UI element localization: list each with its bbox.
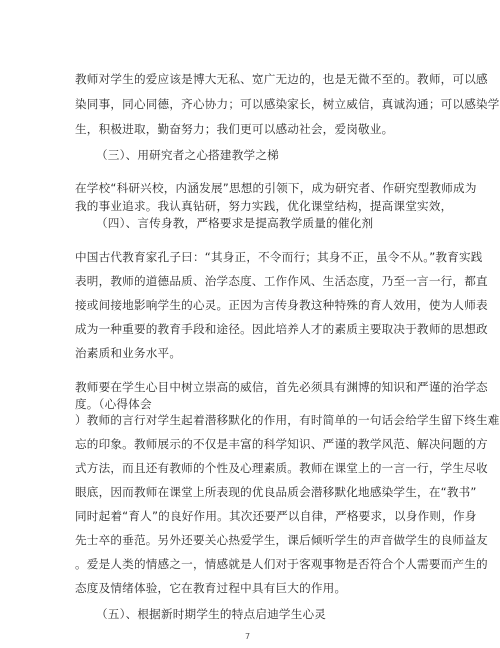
text-line: 教师对学生的爱应该是博大无私、宽广无边的，也是无微不至的。教师，可以感 xyxy=(75,72,488,86)
text-line: 眼底，因而教师在课堂上所表现的优良品质会潜移默化地感染学生，在“教书” xyxy=(75,485,477,499)
text-line: 我的事业追求。我认真钻研，努力实践，优化课堂结构，提高课堂实效， xyxy=(75,199,453,213)
text-line: 度。（心得体会 xyxy=(75,397,152,411)
text-line: 同时起着“育人”的良好作用。其次还要严以自律，严格要求，以身作则，作身 xyxy=(75,509,477,523)
text-line: 中国古代教育家孔子曰：“其身正，不令而行；其身不正，虽令不从。”教育实践 xyxy=(75,250,483,264)
text-line: 表明，教师的道德品质、治学态度、工作作风、生活态度，乃至一言一行，都直 xyxy=(75,274,488,288)
text-line: 治素质和业务水平。 xyxy=(75,346,182,360)
text-line: 在学校“科研兴校，内涵发展”思想的引领下，成为研究者、作研究型教师成为 xyxy=(75,181,477,195)
page-number: 7 xyxy=(245,632,251,641)
text-line: 教师要在学生心目中树立崇高的威信，首先必须具有渊博的知识和严谨的治学态 xyxy=(75,380,488,394)
text-line: 染同事，同心同德，齐心协力；可以感染家长，树立威信，真诚沟通；可以感染学 xyxy=(75,97,500,111)
text-line: 。爱是人类的情感之一，情感就是人们对于客观事物是否符合个人需要而产生的 xyxy=(75,557,488,571)
text-line: 式方法，而且还有教师的个性及心理素质。教师在课堂上的一言一行，学生尽收 xyxy=(75,461,488,475)
text-line: 接或间接地影响学生的心灵。正因为言传身教这种特殊的育人效用，使为人师表 xyxy=(75,298,488,312)
section-heading: （四）、言传身教，严格要求是提高教学质量的催化剂 xyxy=(96,216,374,230)
text-line: ）教师的言行对学生起着潜移默化的作用，有时简单的一句话会给学生留下终生难 xyxy=(75,413,500,427)
text-line: 成为一种重要的教育手段和途径。因此培养人才的素质主要取决于教师的思想政 xyxy=(75,322,488,336)
text-line: 先士卒的垂范。另外还要关心热爱学生，课后倾听学生的声音做学生的良师益友 xyxy=(75,533,488,547)
section-heading: （五）、根据新时期学生的特点启迪学生心灵 xyxy=(96,607,327,621)
text-line: 忘的印象。教师展示的不仅是丰富的科学知识、严谨的教学风范、解决问题的方 xyxy=(75,437,488,451)
section-heading: （三）、用研究者之心搭建教学之梯 xyxy=(96,148,279,162)
text-line: 态度及情绪体验，它在教育过程中具有巨大的作用。 xyxy=(75,581,347,595)
text-line: 生，积极进取，勤奋努力；我们更可以感动社会，爱岗敬业。 xyxy=(75,122,394,136)
